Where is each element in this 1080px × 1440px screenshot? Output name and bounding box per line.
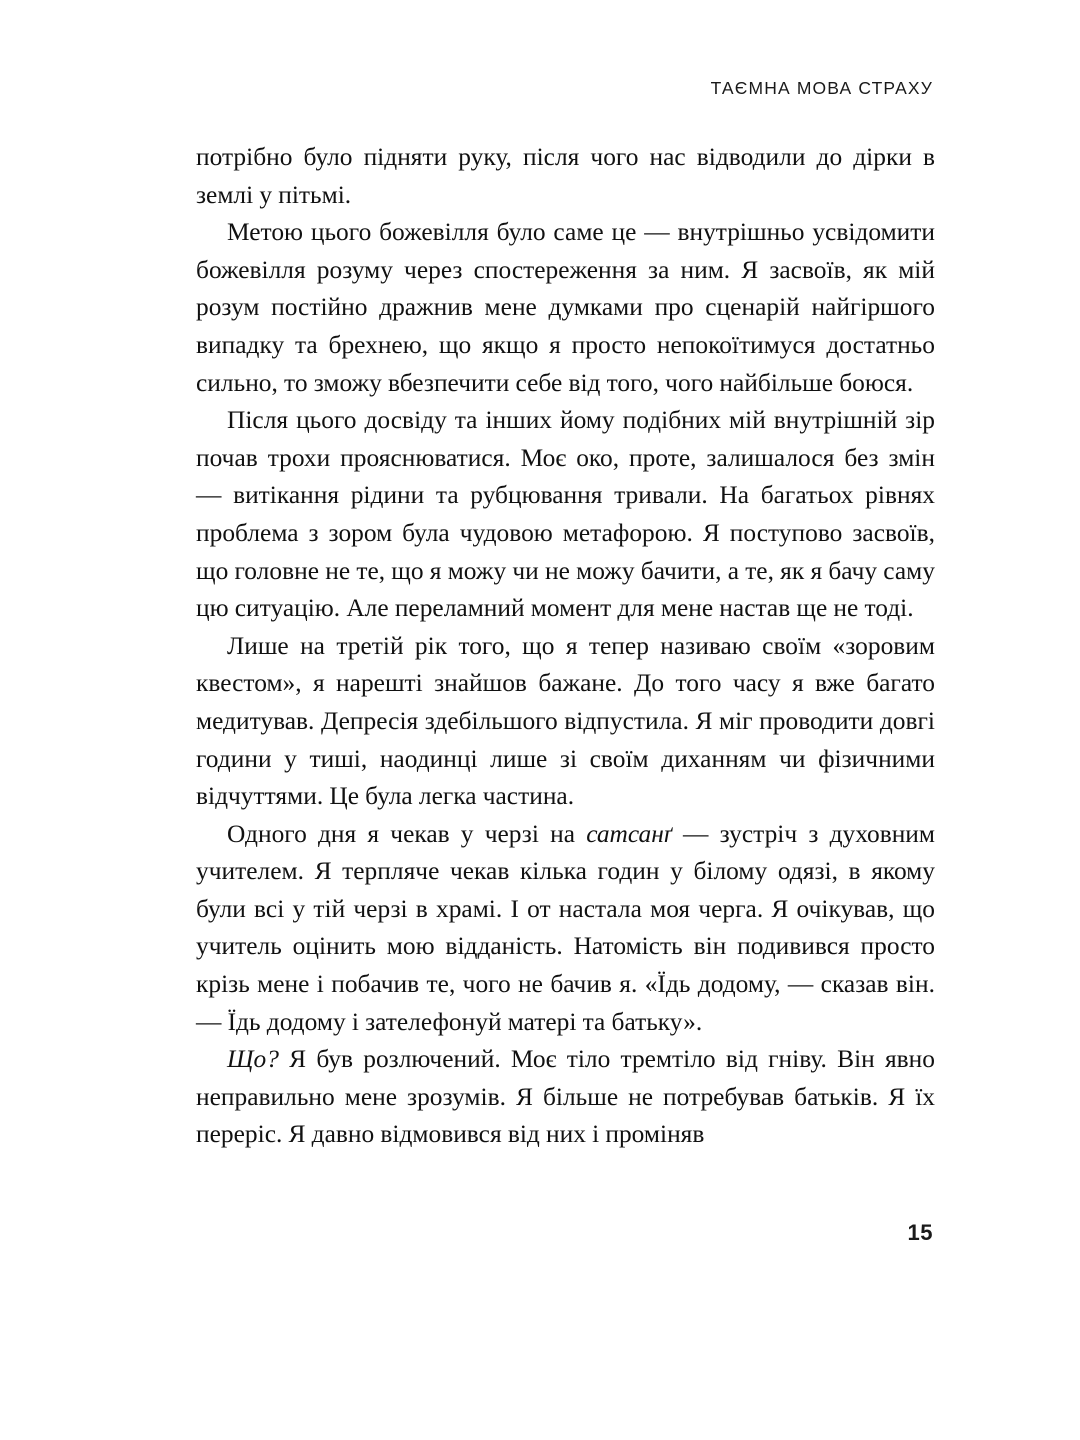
italic-run: Що? — [227, 1045, 279, 1074]
running-head: ТАЄМНА МОВА СТРАХУ — [710, 78, 933, 98]
italic-run: сатсанґ — [586, 819, 672, 848]
paragraph: Лише на третій рік того, що я тепер називаю своїм «зоровим квестом», я нарешті знайшов бажане. До того часу я вже багато медитував. Депресія здебільшого відпустила. Я міг проводити довгі години у тиші, наодинці лише зі своїм диханням чи фізичними відчуттями. Це була легка частина. — [196, 631, 935, 811]
text-run: — зустріч з духовним учителем. Я терпляче чекав кілька годин у білому одязі, в якому були всі у тій черзі в храмі. І от настала моя черга. Я очікував, що учитель оцінить мою відданість. Натомість він подивився просто крізь мене і побачив те, чого не бачив я. «Їдь додому, — сказав він. — Їдь додому і зателефонуй матері та батьку». — [196, 819, 936, 1036]
body-text-column — [196, 139, 935, 1154]
text-run: Я був розлючений. Моє тіло тремтіло від гніву. Він явно неправильно мене зрозумів. Я більше не потребував батьків. Я їх переріс. Я давно відмовився від них і проміняв — [196, 1045, 935, 1149]
paragraph: Метою цього божевілля було саме це — внутрішньо усвідомити божевілля розуму через спостереження за ним. Я засвоїв, як мій розум постійно дражнив мене думками про сценарій найгіршого випадку та брехнею, що якщо я просто непокоїтимуся достатньо сильно, то зможу вбезпечити себе від того, чого найбільше боюся. — [196, 218, 935, 397]
text-run: Одного дня я чекав у черзі на — [227, 819, 587, 848]
paragraph — [196, 1041, 935, 1154]
page-number: 15 — [907, 1220, 933, 1245]
paragraph: потрібно було підняти руку, після чого нас відводили до дірки в землі у пітьмі. — [196, 143, 935, 209]
paragraph — [196, 816, 935, 1042]
paragraph: Після цього досвіду та інших йому подібних мій внутрішній зір почав трохи прояснюватися. Моє око, проте, залишалося без змін — витікання рідини та рубцювання тривали. На багатьох рівнях проблема з зором була чудовою метафорою. Я поступово засвоїв, що головне не те, що я можу чи не можу бачити, а те, як я бачу саму цю ситуацію. Але переламний момент для мене настав ще не тоді. — [196, 406, 935, 623]
